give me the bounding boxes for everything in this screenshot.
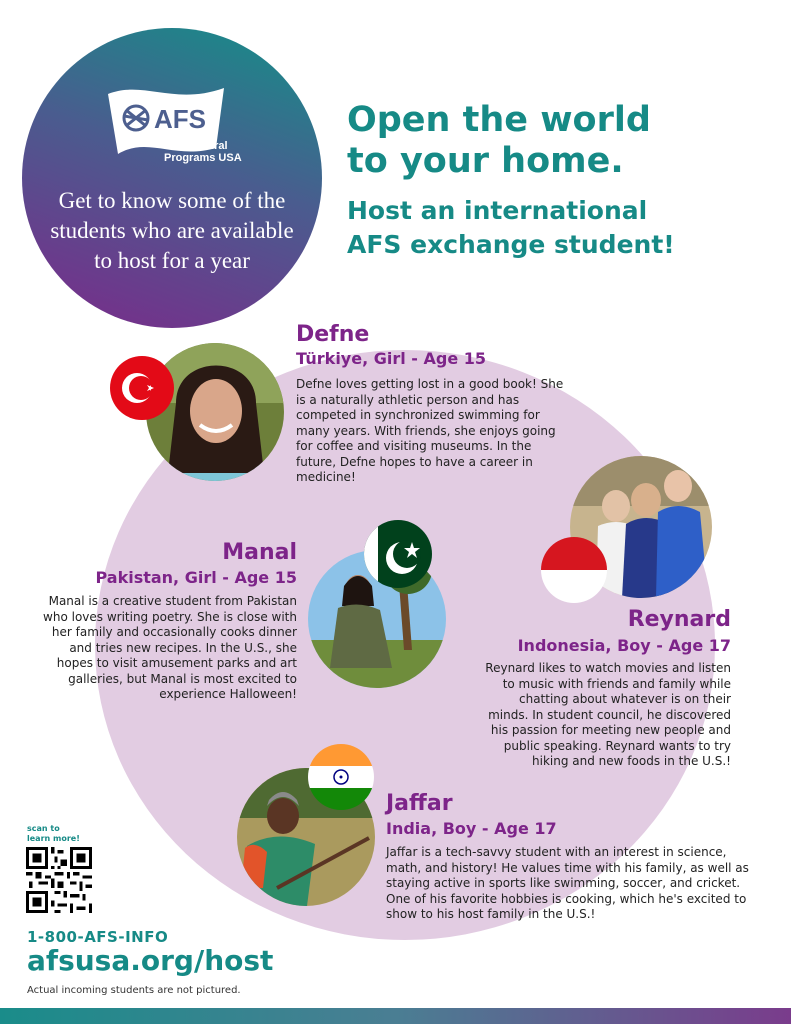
- turkey-flag-icon: [110, 356, 174, 420]
- subheadline-line-2: AFS exchange student!: [347, 230, 675, 259]
- student-name-reynard: Reynard: [627, 607, 731, 632]
- student-name-manal: Manal: [222, 540, 297, 565]
- student-bio-defne: Defne loves getting lost in a good book! She is a naturally athletic person and has competed in synchronized swimming for many years. With friends, she enjoys going for coffee and visiting museums. In the future, Defne hopes to have a career in medicine!: [296, 377, 564, 484]
- qr-code-icon[interactable]: [26, 847, 92, 913]
- subheadline: [347, 194, 675, 262]
- subheadline-line-1: Host an international: [347, 196, 648, 225]
- student-meta-jaffar: India, Boy - Age 17: [386, 819, 557, 838]
- indonesia-flag-icon: [541, 537, 607, 603]
- qr-label: scan to learn more!: [27, 824, 80, 843]
- website-link[interactable]: afsusa.org/host: [27, 944, 274, 977]
- defne-photo: [146, 343, 284, 481]
- logo-subtitle: Intercultural Programs USA: [164, 140, 242, 164]
- hero-intro-text: Get to know some of the students who are available to host for a year: [50, 188, 294, 273]
- disclaimer: Actual incoming students are not pictured.: [27, 985, 241, 996]
- india-flag-icon: [308, 744, 374, 810]
- headline-line-2: to your home.: [347, 141, 624, 181]
- headline: [347, 100, 651, 182]
- phone-number[interactable]: 1-800-AFS-INFO: [27, 928, 169, 946]
- headline-line-1: Open the world: [347, 100, 651, 140]
- student-name-defne: Defne: [296, 322, 370, 347]
- student-bio-reynard: Reynard likes to watch movies and listen to music with friends and family while chatting about whatever is on their minds. In student council, he discovered his passion for meeting new people and public speaking. Reynard wants to try hiking and new foods in the U.S.!: [485, 661, 731, 768]
- student-bio-manal: Manal is a creative student from Pakistan who loves writing poetry. She is close with her family and occasionally cooks dinner and tries new recipes. In the U.S., she hopes to visit amusement parks and art galleries, but Manal is most excited to experience Halloween!: [43, 594, 297, 701]
- student-meta-reynard: Indonesia, Boy - Age 17: [517, 636, 731, 655]
- pakistan-flag-icon: [364, 520, 432, 588]
- student-name-jaffar: Jaffar: [386, 791, 453, 816]
- student-meta-manal: Pakistan, Girl - Age 15: [95, 568, 297, 587]
- hero-circle: [22, 28, 322, 328]
- bottom-gradient-bar: [0, 1008, 791, 1024]
- logo-text: AFS: [154, 104, 206, 134]
- student-bio-jaffar: Jaffar is a tech-savvy student with an interest in science, math, and history! He values time with his family, as well as staying active in sports like swimming, soccer, and cricket. One of his favorite hobbies is cooking, which he's excited to show to his host family in the U.S.!: [386, 845, 749, 921]
- student-meta-defne: Türkiye, Girl - Age 15: [296, 349, 487, 368]
